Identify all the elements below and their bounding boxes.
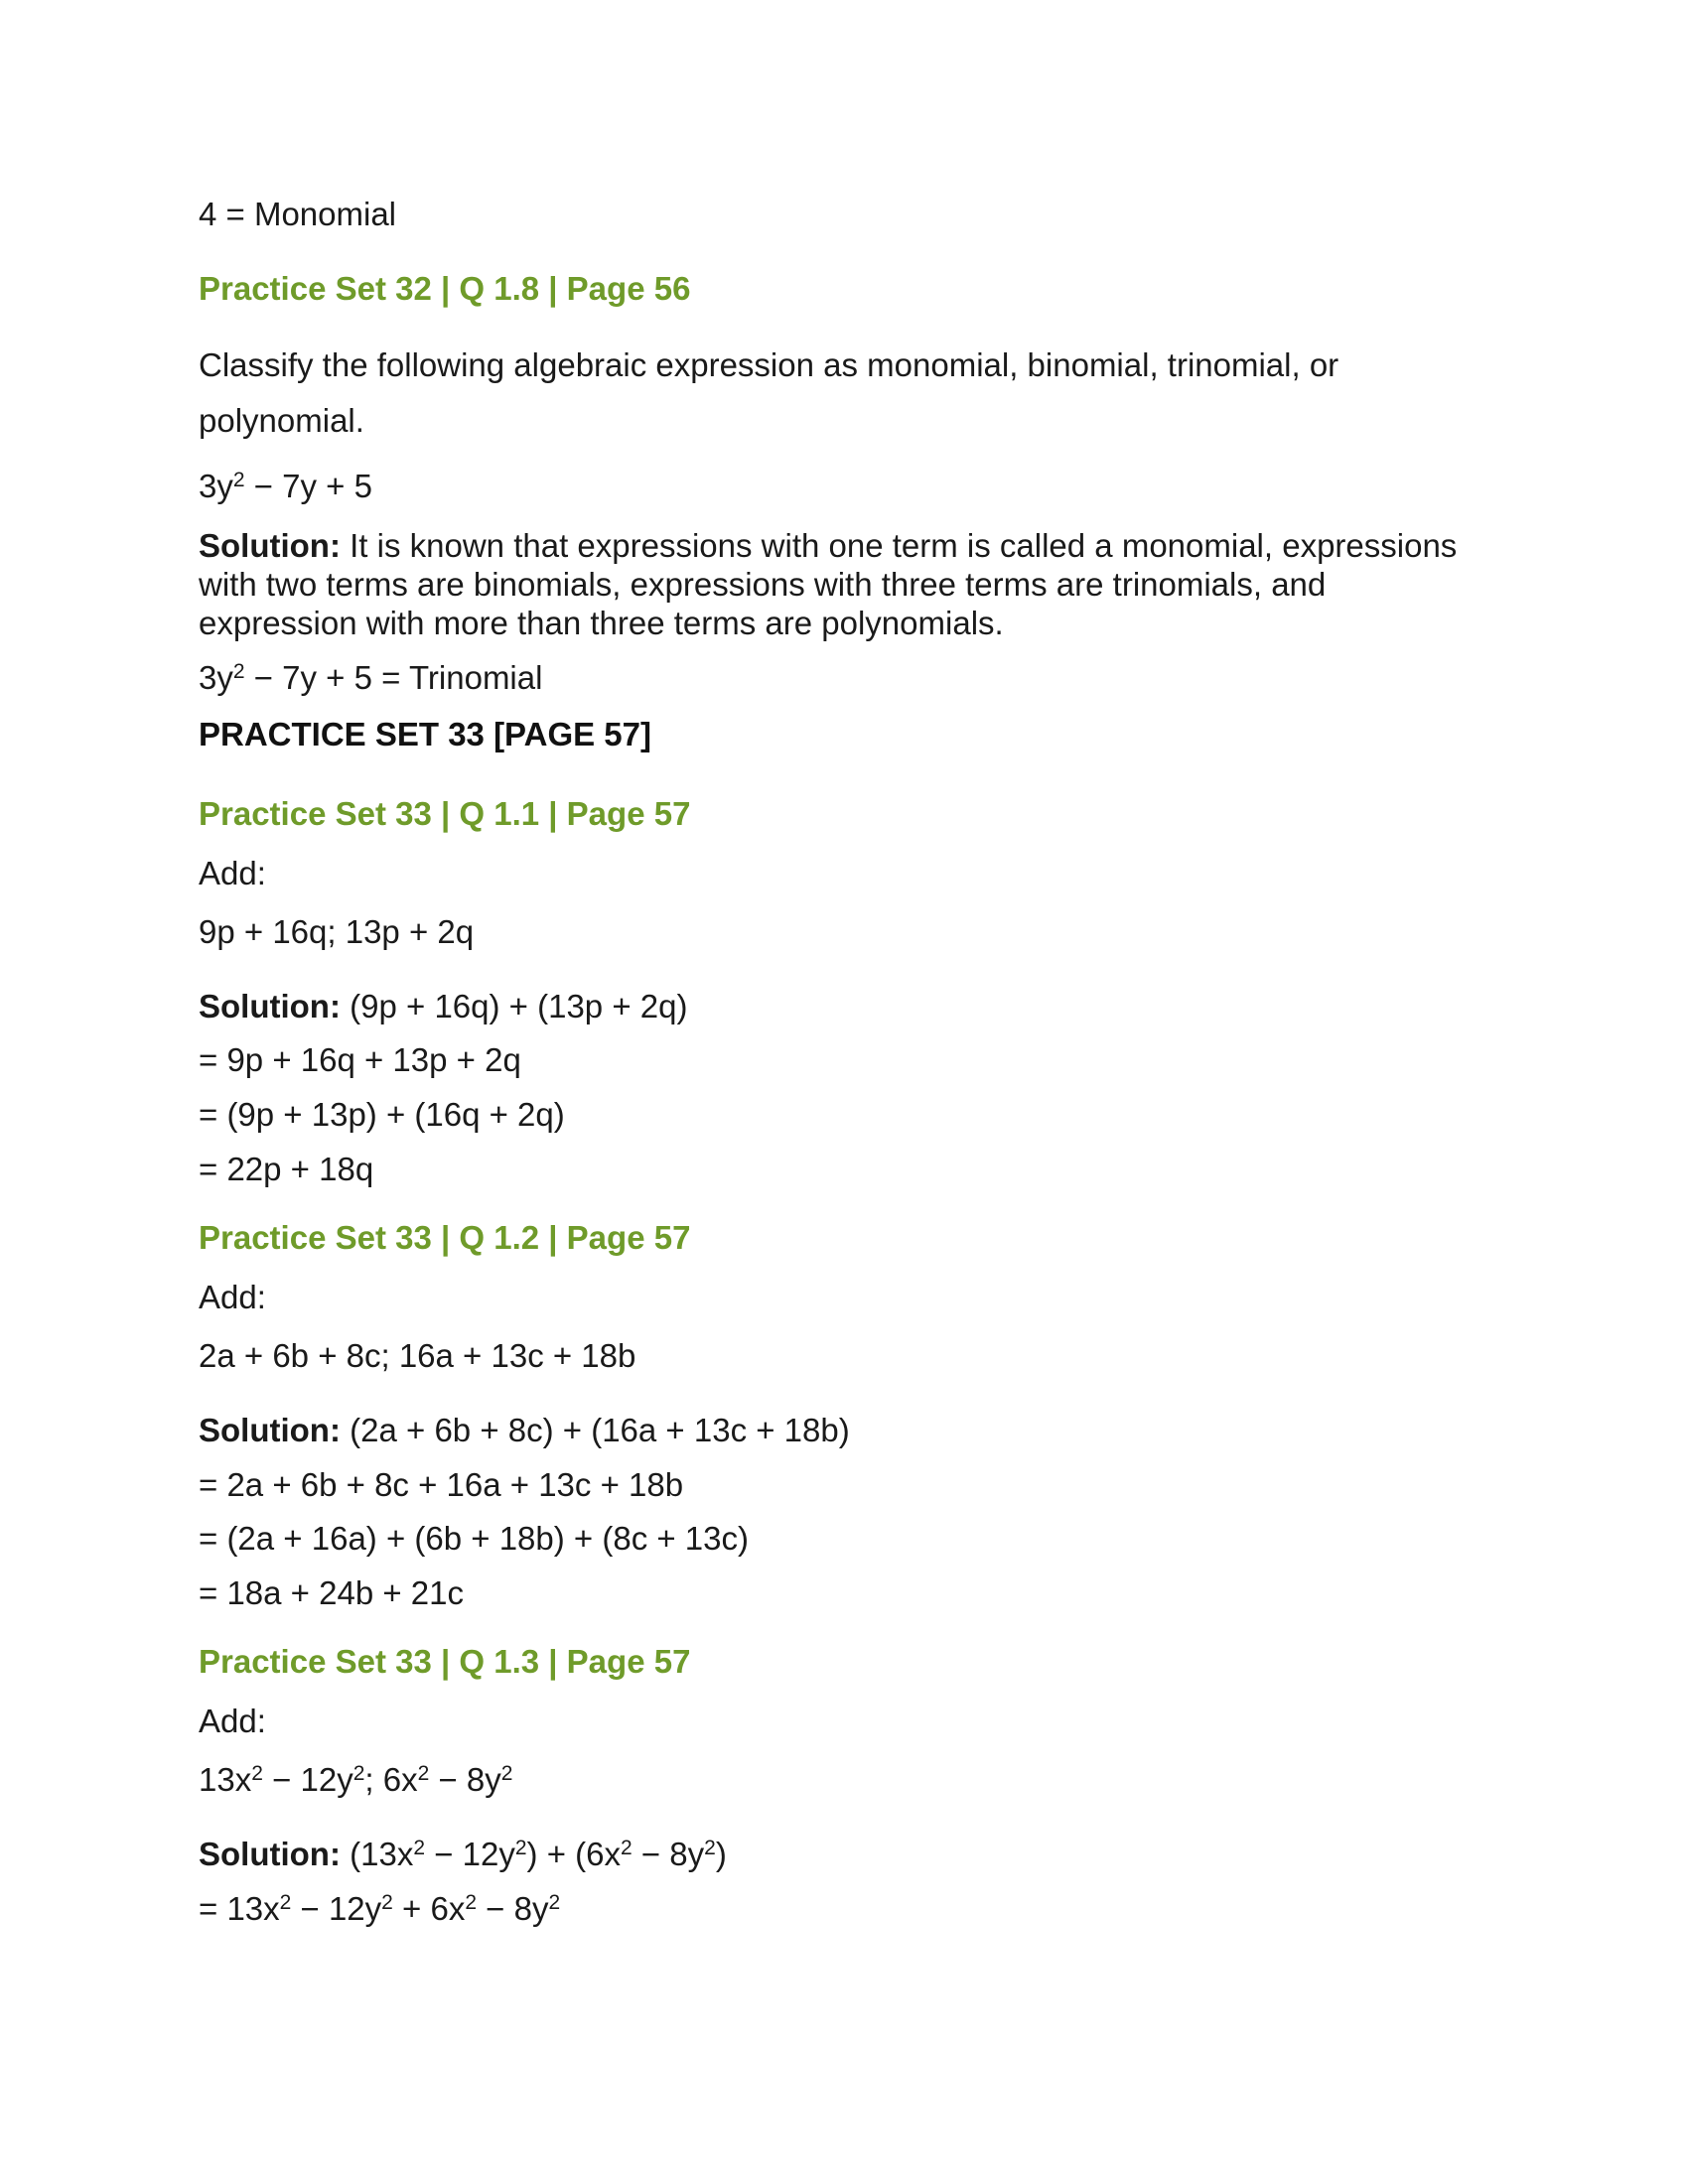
- term: = 13x: [199, 1889, 280, 1927]
- answer-expression: [199, 658, 1489, 698]
- term: − 8y: [632, 1836, 705, 1873]
- exponent: 2: [465, 1890, 478, 1914]
- solution-label: Solution:: [199, 1836, 341, 1873]
- instruction: Add:: [199, 1278, 266, 1315]
- solution-line: [199, 1411, 1489, 1450]
- question-heading: Practice Set 33 | Q 1.1 | Page 57: [199, 794, 691, 832]
- question-expression: 2a + 6b + 8c; 16a + 13c + 18b: [199, 1337, 636, 1375]
- expression-rest: − 7y + 5: [244, 468, 372, 505]
- exponent: 2: [500, 1762, 513, 1786]
- document-page: [199, 195, 1489, 1928]
- solution-label: Solution:: [199, 526, 341, 564]
- question-heading: Practice Set 33 | Q 1.2 | Page 57: [199, 1219, 691, 1257]
- term: ) + (6x: [526, 1836, 621, 1873]
- solution-label: Solution:: [199, 1411, 341, 1448]
- question-heading: Practice Set 33 | Q 1.3 | Page 57: [199, 1643, 691, 1681]
- instruction: Add:: [199, 1702, 266, 1739]
- solution-step: = 2a + 6b + 8c + 16a + 13c + 18b: [199, 1465, 684, 1503]
- solution-step: (9p + 16q) + (13p + 2q): [340, 987, 688, 1024]
- term: − 12y: [262, 1761, 353, 1799]
- exponent: 2: [352, 1762, 365, 1786]
- solution-text: It is known that expressions with one term is called a monomial, expressions with two terms are binomials, expressions with three terms are trinomials, and expression with more than three terms are polynomials.: [199, 526, 1458, 641]
- solution-paragraph: [199, 526, 1489, 642]
- term: − 12y: [425, 1836, 515, 1873]
- exponent: 2: [548, 1890, 561, 1914]
- term: − 8y: [429, 1761, 501, 1799]
- term: ; 6x: [364, 1761, 418, 1799]
- exponent: 2: [514, 1837, 527, 1860]
- expression-rest: − 7y + 5 = Trinomial: [244, 658, 543, 696]
- solution-step: [199, 1889, 1489, 1929]
- solution-label: Solution:: [199, 987, 341, 1024]
- answer-line: [199, 195, 1489, 234]
- solution-step: = 22p + 18q: [199, 1150, 374, 1187]
- solution-step: = (9p + 13p) + (16q + 2q): [199, 1095, 565, 1133]
- exponent: 2: [232, 469, 245, 492]
- solution-line: [199, 1835, 1489, 1874]
- question-heading: Practice Set 32 | Q 1.8 | Page 56: [199, 269, 691, 307]
- answer-text: 4 = Monomial: [199, 196, 397, 232]
- question-text: Classify the following algebraic expression as monomial, binomial, trinomial, or polynomial.: [199, 346, 1339, 440]
- solution-step: = 9p + 16q + 13p + 2q: [199, 1041, 521, 1079]
- term: 13x: [199, 1761, 252, 1799]
- term: − 8y: [477, 1889, 549, 1927]
- instruction: Add:: [199, 854, 266, 891]
- exponent: 2: [413, 1837, 426, 1860]
- term: ): [715, 1836, 727, 1873]
- question-expression: [199, 1760, 1489, 1800]
- exponent: 2: [704, 1837, 716, 1860]
- solution-step: = 18a + 24b + 21c: [199, 1573, 464, 1611]
- solution-step: (2a + 6b + 8c) + (16a + 13c + 18b): [340, 1411, 850, 1448]
- expression-base: 3y: [199, 658, 233, 696]
- exponent: 2: [251, 1762, 263, 1786]
- exponent: 2: [621, 1837, 633, 1860]
- term: (13x: [340, 1836, 414, 1873]
- term: − 12y: [291, 1889, 382, 1927]
- expression-base: 3y: [199, 468, 233, 505]
- section-title: PRACTICE SET 33 [PAGE 57]: [199, 716, 651, 753]
- question-expression: 9p + 16q; 13p + 2q: [199, 913, 475, 951]
- exponent: 2: [232, 659, 245, 683]
- solution-step: = (2a + 16a) + (6b + 18b) + (8c + 13c): [199, 1520, 750, 1558]
- solution-line: [199, 987, 1489, 1026]
- expression: [199, 467, 1489, 506]
- exponent: 2: [417, 1762, 430, 1786]
- term: + 6x: [392, 1889, 466, 1927]
- exponent: 2: [279, 1890, 292, 1914]
- exponent: 2: [381, 1890, 393, 1914]
